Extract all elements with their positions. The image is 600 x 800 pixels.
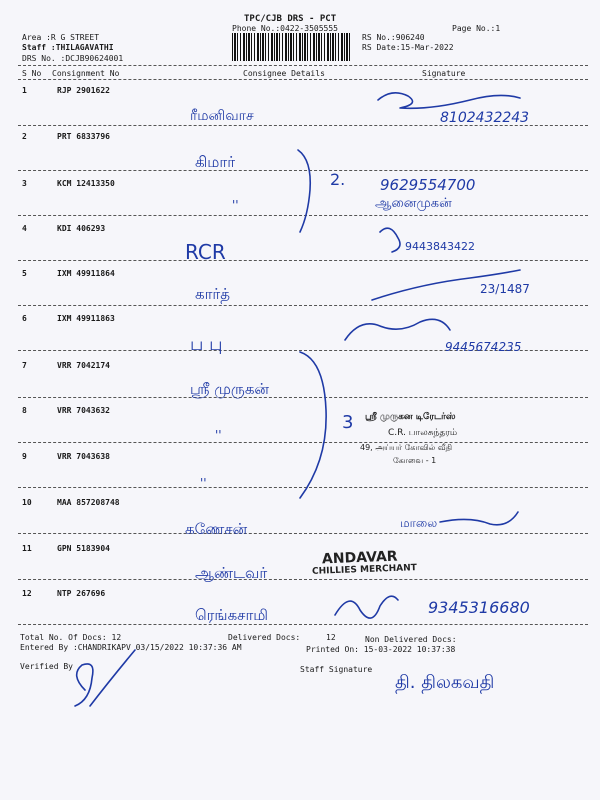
signature-row4 bbox=[380, 228, 400, 252]
handwritten-name-row6: ப பு bbox=[190, 334, 223, 355]
consignment-number: VRR 7043638 bbox=[57, 452, 110, 461]
verified-signature bbox=[75, 650, 135, 706]
handwritten-name-row7: ஸ்ரீ முருகன் bbox=[190, 380, 269, 398]
consignment-number: RJP 2901622 bbox=[57, 86, 110, 95]
consignment-number: VRR 7042174 bbox=[57, 361, 110, 370]
page-number: Page No.:1 bbox=[452, 24, 501, 33]
signature-row1 bbox=[378, 93, 520, 109]
staff-signature-handwritten: தி. திலகவதி bbox=[395, 672, 495, 693]
handwritten-three: 3 bbox=[342, 412, 354, 433]
bracket-rows7-9 bbox=[300, 352, 326, 498]
handwritten-name-row5: கார்த் bbox=[195, 285, 231, 303]
handwritten-name-row2: கிமார் bbox=[195, 153, 236, 171]
handwritten-number-row4: 9443843422 bbox=[405, 240, 475, 253]
row-number: 11 bbox=[22, 544, 32, 553]
bracket-row2 bbox=[298, 150, 310, 232]
row-number: 12 bbox=[22, 589, 32, 598]
staff-signature-label: Staff Signature bbox=[300, 665, 373, 674]
ditto-mark: '' bbox=[215, 428, 222, 442]
handwritten-number-row5: 23/1487 bbox=[480, 282, 530, 296]
consignment-number: NTP 267696 bbox=[57, 589, 106, 598]
handwritten-phone-row1: 8102432243 bbox=[440, 110, 530, 126]
handwritten-rcr: RCR bbox=[185, 240, 226, 264]
consignment-number: VRR 7043632 bbox=[57, 406, 110, 415]
handwritten-name-row11: ஆண்டவர் bbox=[195, 564, 268, 582]
handwritten-number-row6: 9445674235 bbox=[445, 340, 522, 354]
non-delivered-docs: Non Delivered Docs: bbox=[365, 635, 457, 644]
consignment-number: IXM 49911864 bbox=[57, 269, 115, 278]
printed-on: Printed On: 15-03-2022 10:37:38 bbox=[306, 645, 456, 654]
handwritten-name-row10: கணேசன் bbox=[185, 520, 248, 538]
total-docs: Total No. Of Docs: 12 bbox=[20, 633, 122, 642]
area-label: Area :R G STREET bbox=[22, 33, 100, 42]
row-number: 8 bbox=[22, 406, 27, 415]
row-number: 10 bbox=[22, 498, 32, 507]
column-s-no: S No bbox=[22, 69, 42, 78]
row-number: 6 bbox=[22, 314, 27, 323]
document-title: TPC/CJB DRS - PCT bbox=[244, 14, 337, 24]
row-number: 3 bbox=[22, 179, 27, 188]
delivered-docs-value: 12 bbox=[326, 633, 336, 642]
rs-date: RS Date:15-Mar-2022 bbox=[362, 43, 454, 52]
entered-by: Entered By :CHANDRIKAPV 03/15/2022 10:37:36 AM bbox=[20, 643, 242, 652]
stamp-line: C.R. பாலசுந்தரம் bbox=[388, 428, 458, 438]
rs-number: RS No.:906240 bbox=[362, 33, 425, 42]
consignment-number: KCM 12413350 bbox=[57, 179, 115, 188]
stamp-andavar: ANDAVAR bbox=[321, 548, 398, 568]
row-number: 1 bbox=[22, 86, 27, 95]
consignment-number: KDI 406293 bbox=[57, 224, 106, 233]
row-number: 7 bbox=[22, 361, 27, 370]
handwritten-phone-row3: 9629554700 bbox=[380, 176, 476, 194]
row-number: 2 bbox=[22, 132, 27, 141]
column-consignee: Consignee Details bbox=[243, 69, 325, 78]
handwritten-two: 2. bbox=[330, 170, 346, 189]
stamp-line: 49, அய்யர் கோவில் வீதி bbox=[360, 443, 453, 452]
consignment-number: GPN 5183904 bbox=[57, 544, 110, 553]
handwritten-name-row12: ரெங்கசாமி bbox=[195, 606, 269, 624]
handwritten-sign-row10: மாலை bbox=[400, 516, 438, 530]
ditto-mark: '' bbox=[200, 476, 207, 490]
signature-row10 bbox=[440, 512, 518, 525]
signature-row6 bbox=[345, 319, 450, 340]
row-number: 4 bbox=[22, 224, 27, 233]
stamp-line: கோவை - 1 bbox=[393, 456, 437, 465]
row-number: 5 bbox=[22, 269, 27, 278]
stamp-line: ஸ்ரீ முருகன டிரேடர்ஸ் bbox=[365, 412, 456, 422]
staff-label: Staff :THILAGAVATHI bbox=[22, 43, 114, 52]
column-consignment: Consignment No bbox=[52, 69, 120, 78]
stamp-andavar-subtitle: CHILLIES MERCHANT bbox=[311, 563, 418, 577]
verified-by-label: Verified By bbox=[20, 662, 73, 671]
handwritten-phone-row12: 9345316680 bbox=[428, 598, 530, 617]
signature-row12 bbox=[335, 596, 398, 618]
drs-number: DRS No. :DCJB90624001 bbox=[22, 54, 124, 63]
consignment-number: PRT 6833796 bbox=[57, 132, 110, 141]
consignment-number: MAA 857208748 bbox=[57, 498, 120, 507]
delivered-docs-label: Delivered Docs: bbox=[228, 633, 301, 642]
consignment-number: IXM 49911863 bbox=[57, 314, 115, 323]
handwritten-sign-row3: ஆனைமுகன் bbox=[375, 196, 452, 211]
column-signature: Signature bbox=[422, 69, 466, 78]
row-number: 9 bbox=[22, 452, 27, 461]
handwritten-name-row1: ரீமனிவாச bbox=[190, 108, 254, 124]
ditto-mark: '' bbox=[232, 198, 239, 212]
phone-number: Phone No.:0422-3505555 bbox=[232, 24, 338, 33]
